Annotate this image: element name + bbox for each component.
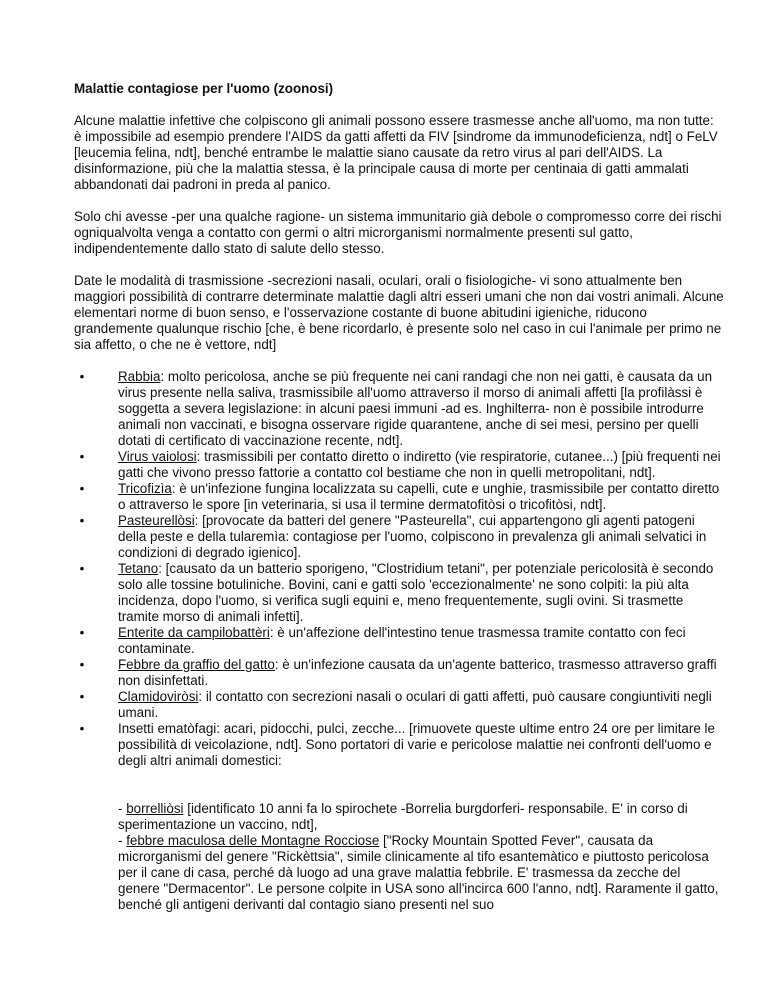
bullet-icon: •	[79, 513, 85, 528]
list-item-tricofizia	[74, 481, 724, 513]
term-label: Tricofizìa	[118, 481, 172, 496]
term-description: : trasmissibili per contatto diretto o indiretto (vie respiratorie, cutanee...) [più frequenti nei gatti che vivono presso fattorie a contatto col bestiame che non in quelli metropolitani, ndt].	[118, 449, 721, 480]
bullet-icon: •	[79, 721, 85, 736]
list-item-pasteurellosi	[74, 513, 724, 561]
intro-paragraph: Alcune malattie infettive che colpiscono gli animali possono essere trasmesse anche all'uomo, ma non tutte: è impossibile ad esempio prendere l'AIDS da gatti affetti da FIV [sindrome da immunodeficienza, ndt] o FeLV [leucemia felina, ndt], benché entrambe le malattie siano causate da retro virus al pari dell'AIDS. La disinformazione, più che la malattia stessa, è la principale causa di morte per centinaia di gatti ammalati abbandonati dai padroni in preda al panico.	[74, 113, 718, 192]
term-description: : [causato da un batterio sporigeno, "Clostridium tetani", per potenziale pericolosità è secondo solo alle tossine botuliniche. Bovini, cani e gatti solo 'eccezionalmente' ne sono colpiti: la più alta incidenza, dopo l'uomo, si verifica sugli equini e, meno frequentemente, sugli ovini. Si trasmette tramite morso di animali infetti].	[118, 561, 714, 624]
term-label: Pasteurellòsi	[118, 513, 195, 528]
bullet-icon: •	[79, 481, 85, 496]
list-item-rabbia	[74, 369, 724, 449]
bullet-icon: •	[79, 561, 85, 576]
term-description: Insetti ematòfagi: acari, pidocchi, pulci, zecche... [rimuovete queste ultime entro 24 ore per limitare le possibilità di veicolazione, ndt]. Sono portatori di varie e pericolose malattie nei confronti dell'uomo e degli altri animali domestici:	[118, 721, 715, 768]
document-title: Malattie contagiose per l'uomo (zoonosi)	[74, 81, 334, 96]
list-item-clamidovirosi	[74, 689, 724, 721]
term-description: : molto pericolosa, anche se più frequente nei cani randagi che non nei gatti, è causata da un virus presente nella saliva, trasmissibile all'uomo attraverso il morso di animali affetti [la profilàssi è soggetta a severa legislazione: in alcuni paesi immuni -ad es. Inghilterra- non è possibile introdurre animali non vaccinati, e bisogna osservare rigide quarantene, anche di sei mesi, persino per quelli dotati di certificato di vaccinazione recente, ndt].	[118, 369, 713, 448]
term-label: Tetano	[118, 561, 159, 576]
list-item-tetano	[74, 561, 724, 625]
bullet-icon: •	[79, 625, 85, 640]
list-item-enterite	[74, 625, 724, 657]
list-item-virus-vaiolosi	[74, 449, 724, 481]
term-description: [identificato 10 anni fa lo spirochete -Borrelia burgdorferi- responsabile. E' in corso di sperimentazione un vaccino, ndt],	[118, 801, 688, 832]
term-description: : [provocate da batteri del genere "Pasteurella", cui appartengono gli agenti patogeni della peste e della tularemìa: contagiose per l'uomo, colpiscono in prevalenza gli animali selvatici in condizioni di degrado igienico].	[118, 513, 707, 560]
term-label: Virus vaiolosi	[118, 449, 197, 464]
term-description: ["Rocky Mountain Spotted Fever", causata da microrganismi del genere "Rickèttsia", simile clinicamente al tifo esantemàtico e piuttosto pericolosa per il cane di casa, perché dà luogo ad una grave malattia febbrile. E' trasmessa da zecche del genere "Dermacentor". Le persone colpite in USA sono all'incirca 600 l'anno, ndt]. Raramente il gatto, benché gli antigeni derivanti dal contagio siano presenti nel suo	[118, 833, 719, 912]
term-label: Clamidoviròsi	[118, 689, 199, 704]
bullet-icon: •	[79, 369, 85, 384]
list-item-insetti	[74, 721, 724, 769]
term-description: : è un'affezione dell'intestino tenue trasmessa tramite contatto con feci contaminate.	[118, 625, 686, 656]
bullet-icon: •	[79, 689, 85, 704]
sub-list	[74, 801, 724, 913]
term-label: febbre maculosa delle Montagne Rocciose	[126, 833, 380, 848]
bullet-icon: •	[79, 657, 85, 672]
term-description: : è un'infezione fungina localizzata su capelli, cute e unghie, trasmissibile per contatto diretto o attraverso le spore [in veterinaria, si usa il termine dermatofitòsi o tricofitòsi, ndt].	[118, 481, 720, 512]
term-label: Rabbia	[118, 369, 161, 384]
term-label: Febbre da graffio del gatto	[118, 657, 275, 672]
list-item-febbre-graffio	[74, 657, 724, 689]
transmission-paragraph: Date le modalità di trasmissione -secrezioni nasali, oculari, orali o fisiologiche- vi sono attualmente ben maggiori possibilità di contrarre determinate malattie dagli altri esseri umani che non dai vostri animali. Alcune elementari norme di buon senso, e l'osservazione costante di buone abitudini igieniche, riducono grandemente qualunque rischio [che, è bene ricordarlo, è presente solo nel caso in cui l'animale per primo ne sia affetto, o che ne è vettore, ndt]	[74, 273, 724, 352]
bullet-icon: •	[79, 449, 85, 464]
sub-prefix: -	[118, 833, 127, 848]
term-description: : è un'infezione causata da un'agente batterico, trasmesso attraverso graffi non disinfettati.	[118, 657, 717, 688]
term-label: borrelliòsi	[126, 801, 184, 816]
sub-item-borreliosi	[118, 801, 724, 833]
disease-list	[74, 369, 724, 769]
term-label: Enterite da campilobattèri	[118, 625, 270, 640]
sub-item-febbre-maculosa	[118, 833, 724, 913]
term-description: : il contatto con secrezioni nasali o oculari di gatti affetti, può causare congiuntiviti negli umani.	[118, 689, 712, 720]
sub-prefix: -	[118, 801, 127, 816]
immune-paragraph: Solo chi avesse -per una qualche ragione- un sistema immunitario già debole o compromesso corre dei rischi ogniqualvolta venga a contatto con germi o altri microrganismi normalmente presenti sul gatto, indipendentemente dallo stato di salute dello stesso.	[74, 209, 722, 256]
